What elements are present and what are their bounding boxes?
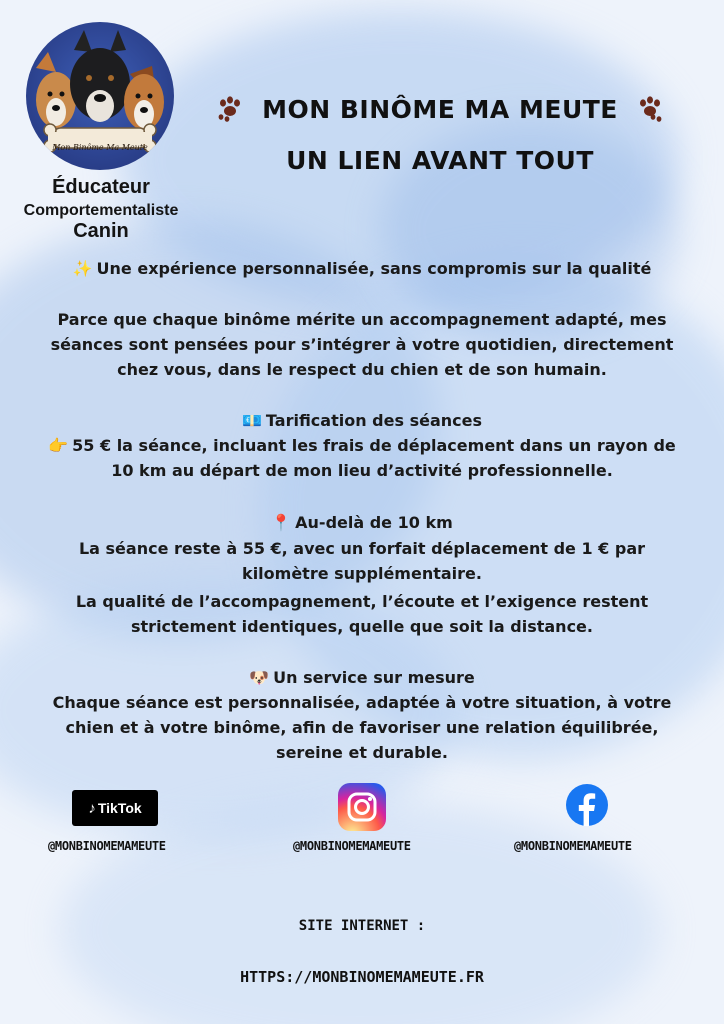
service-heading <box>40 665 684 690</box>
pricing-line-1-text: 55 € la séance, incluant les frais de déplacement dans un rayon de <box>72 436 676 455</box>
beyond-line-1: La séance reste à 55 €, avec un forfait déplacement de 1 € par <box>78 539 646 558</box>
instagram-icon[interactable] <box>338 783 386 831</box>
logo-text: Mon Binôme Ma Meute <box>52 143 148 152</box>
facebook-icon[interactable] <box>566 784 608 826</box>
map-pin-icon: 📍 <box>271 513 292 532</box>
pricing-line-1 <box>40 433 684 458</box>
beyond-heading <box>40 510 684 535</box>
service-line-1: Chaque séance est personnalisée, adaptée à votre situation, à votre <box>52 693 672 712</box>
intro-heading <box>40 256 684 281</box>
subtitle-line-3: Canin <box>73 220 129 242</box>
intro-heading-text: Une expérience personnalisée, sans compromis sur la qualité <box>96 259 652 278</box>
pricing-heading <box>40 408 684 433</box>
beyond-line-2: kilomètre supplémentaire. <box>242 564 482 583</box>
tiktok-icon[interactable] <box>72 790 158 826</box>
title-text-1: MON BINÔME MA MEUTE <box>262 95 618 124</box>
instagram-handle[interactable]: @MONBINOMEMAMEUTE <box>293 839 411 853</box>
dog-face-icon: 🐶 <box>249 668 270 687</box>
service-line-2: chien et à votre binôme, afin de favoriser une relation équilibrée, <box>65 718 659 737</box>
brand-logo <box>26 22 174 170</box>
facebook-handle[interactable]: @MONBINOMEMAMEUTE <box>514 839 632 853</box>
pricing-heading-text: Tarification des séances <box>265 411 482 430</box>
beyond-heading-text: Au-delà de 10 km <box>295 513 453 532</box>
page-title-line-2: UN LIEN AVANT TOUT <box>286 146 594 175</box>
site-url-link[interactable]: HTTPS://MONBINOMEMAMEUTE.FR <box>240 968 484 986</box>
tiktok-label: TikTok <box>97 800 142 816</box>
beyond-line-3: La qualité de l’accompagnement, l’écoute et l’exigence restent <box>75 592 649 611</box>
euro-banknote-icon: 💶 <box>242 411 262 430</box>
tiktok-handle[interactable]: @MONBINOMEMAMEUTE <box>48 839 166 853</box>
intro-body-line-1: Parce que chaque binôme mérite un accompagnement adapté, mes <box>57 310 667 329</box>
intro-body-line-2: séances sont pensées pour s’intégrer à votre quotidien, directement <box>50 335 674 354</box>
page-title-line-1 <box>180 94 700 128</box>
service-line-3: sereine et durable. <box>276 743 448 762</box>
subtitle-line-1: Éducateur <box>52 176 150 198</box>
sparkles-icon: ✨ <box>72 259 93 278</box>
intro-body-line-3: chez vous, dans le respect du chien et de son humain. <box>117 360 607 379</box>
site-label: SITE INTERNET : <box>298 918 426 934</box>
subtitle-line-2: Comportementaliste <box>23 202 179 219</box>
paw-prints-icon <box>215 94 245 128</box>
service-heading-text: Un service sur mesure <box>273 668 475 687</box>
pricing-line-2: 10 km au départ de mon lieu d’activité professionnelle. <box>111 461 613 480</box>
beyond-line-4: strictement identiques, quelle que soit la distance. <box>131 617 593 636</box>
pointing-hand-icon: 👉 <box>48 436 69 455</box>
paw-prints-icon <box>635 94 665 128</box>
music-note-icon: ♪ <box>88 799 96 817</box>
